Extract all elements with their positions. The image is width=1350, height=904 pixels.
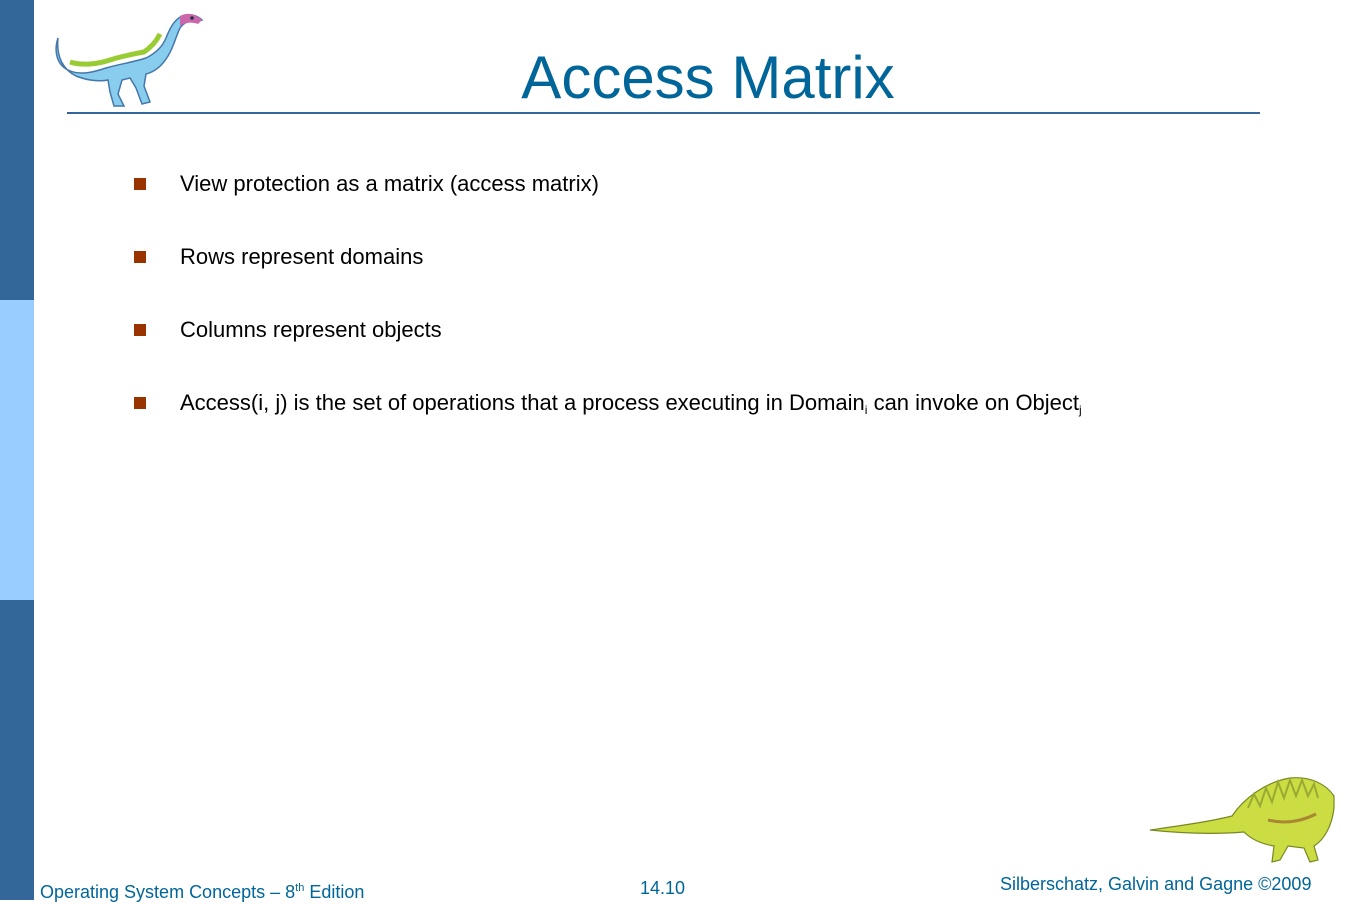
- footer-page-number: 14.10: [640, 878, 686, 898]
- left-sidebar-highlight: [0, 300, 34, 600]
- footer-book-title-suffix: Edition: [304, 882, 365, 902]
- bullet-text-part: Access(i, j) is the set of operations that a process executing in Domain: [180, 390, 865, 415]
- dinosaur-icon: [1148, 768, 1338, 868]
- bullet-text: Rows represent domains: [180, 244, 424, 269]
- bullet-text: [180, 389, 1082, 424]
- bullet-text: Columns represent objects: [180, 317, 442, 342]
- footer-authors: Silberschatz, Galvin and Gagne ©2009: [1000, 874, 1312, 894]
- slide-title: Access Matrix: [521, 44, 895, 111]
- bullet-square-icon: [134, 178, 146, 190]
- subscript-j: j: [1079, 403, 1082, 417]
- bullet-text-part: can invoke on Object: [867, 390, 1080, 415]
- bullet-square-icon: [134, 251, 146, 263]
- bullet-text: View protection as a matrix (access matrix): [180, 171, 599, 196]
- bullet-square-icon: [134, 397, 146, 409]
- left-sidebar-bar: [0, 0, 34, 900]
- footer-superscript: th: [295, 882, 305, 894]
- dinosaur-logo-icon: [50, 8, 206, 112]
- footer-book-title-text: Operating System Concepts – 8: [40, 882, 296, 902]
- bullet-square-icon: [134, 324, 146, 336]
- subscript-i: i: [864, 403, 868, 417]
- title-divider: [67, 112, 1260, 114]
